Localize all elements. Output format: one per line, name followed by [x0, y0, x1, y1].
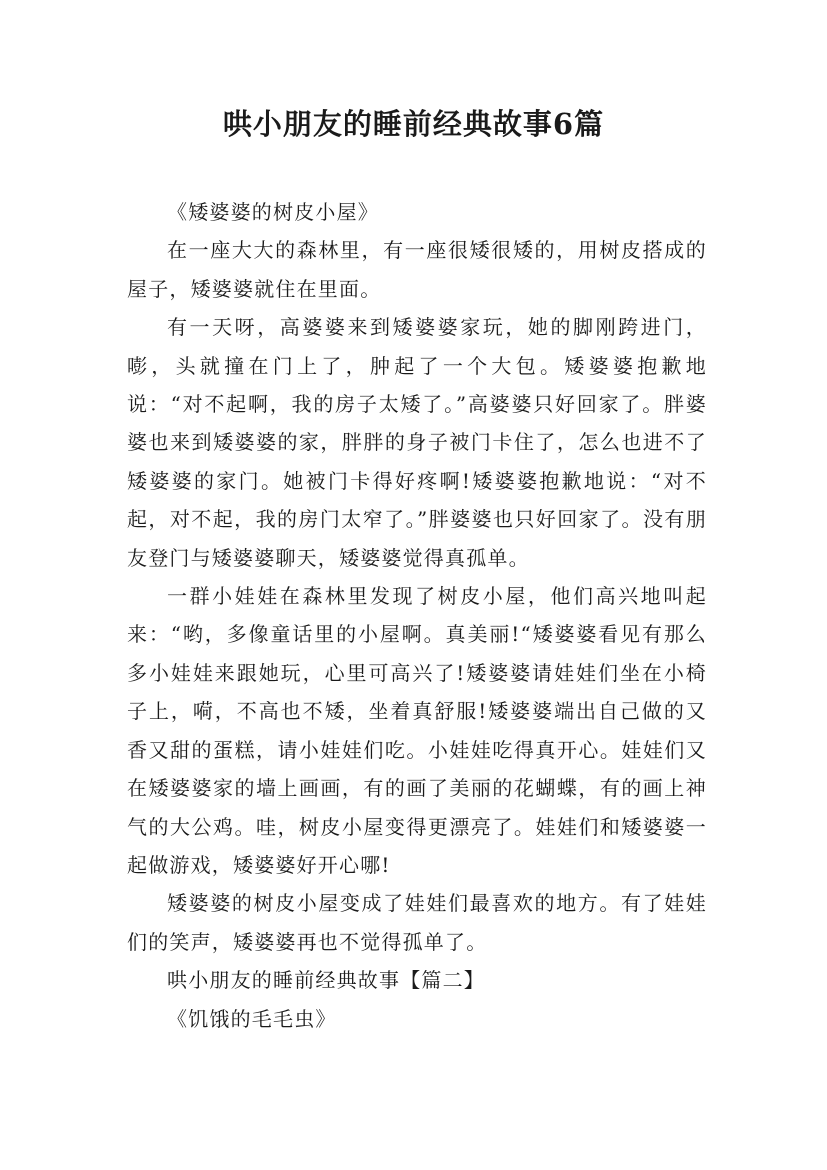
story-title: 《矮婆婆的树皮小屋》: [167, 200, 379, 224]
paragraph: 在一座大大的森林里，有一座很矮很矮的，用树皮搭成的屋子，矮婆婆就住在里面。: [127, 238, 707, 301]
section-heading: 哄小朋友的睡前经典故事【篇二】: [167, 968, 485, 993]
document-title: 哄小朋友的睡前经典故事6篇: [222, 107, 605, 141]
paragraph: 有一天呀，高婆婆来到矮婆婆家玩，她的脚刚跨进门，嘭，头就撞在门上了，肿起了一个大包。矮婆婆抱歉地说：“对不起啊，我的房子太矮了。”高婆婆只好回家了。胖婆婆也来到矮婆婆的家，胖胖的身子被门卡住了，怎么也进不了矮婆婆的家门。她被门卡得好疼啊!矮婆婆抱歉地说：“对不起，对不起，我的房门太窄了。”胖婆婆也只好回家了。没有朋友登门与矮婆婆聊天，矮婆婆觉得真孤单。: [127, 315, 707, 570]
paragraph: 矮婆婆的树皮小屋变成了娃娃们最喜欢的地方。有了娃娃们的笑声，矮婆婆再也不觉得孤单了。: [127, 891, 707, 954]
document-body: [127, 193, 707, 1038]
paragraph: 一群小娃娃在森林里发现了树皮小屋，他们高兴地叫起来：“哟，多像童话里的小屋啊。真美丽!“矮婆婆看见有那么多小娃娃来跟她玩，心里可高兴了!矮婆婆请娃娃们坐在小椅子上，嗬，不高也不矮，坐着真舒服!矮婆婆端出自己做的又香又甜的蛋糕，请小娃娃们吃。小娃娃吃得真开心。娃娃们又在矮婆婆家的墙上画画，有的画了美丽的花蝴蝶，有的画上神气的大公鸡。哇，树皮小屋变得更漂亮了。娃娃们和矮婆婆一起做游戏，矮婆婆好开心哪!: [127, 584, 707, 877]
story-title: 《饥饿的毛毛虫》: [167, 1006, 337, 1031]
